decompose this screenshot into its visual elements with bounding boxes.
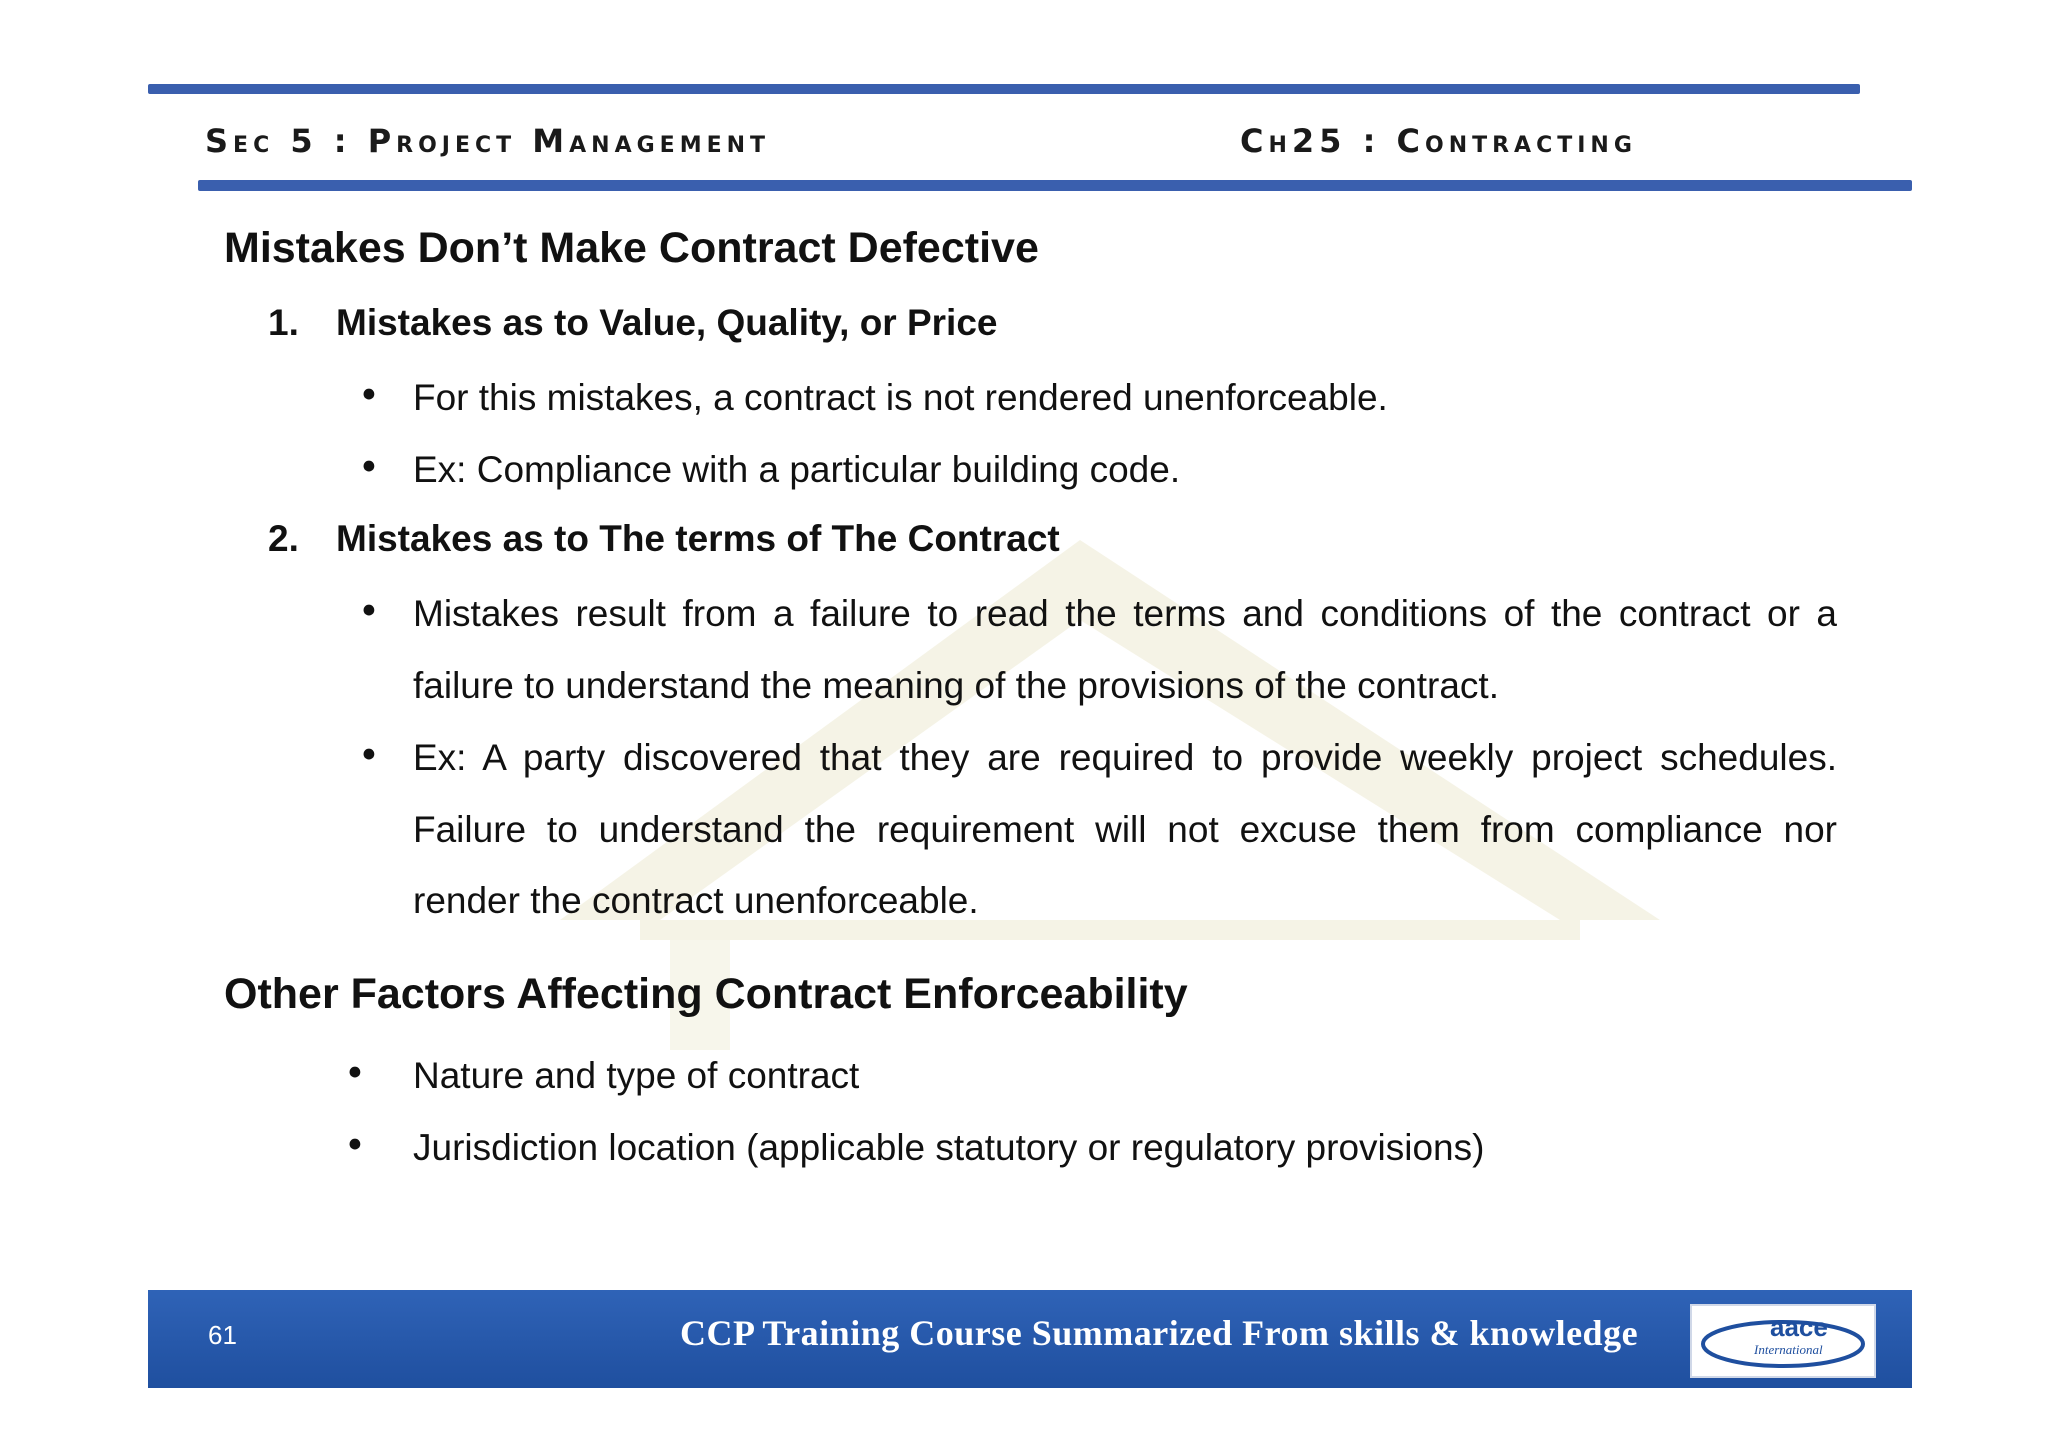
bullet-icon: •: [344, 1124, 366, 1167]
header-top-rule: [148, 84, 1860, 94]
bullet-icon: •: [344, 1052, 366, 1095]
bullet-icon: •: [358, 734, 380, 777]
list-item: Mistakes result from a failure to read the terms and conditions of the contract or a failure to understand the meaning of the provisions of the contract.: [413, 593, 1837, 706]
page-number: 61: [208, 1320, 237, 1350]
aace-logo: [1690, 1304, 1876, 1378]
footer-bar: [148, 1290, 1912, 1388]
numbered-item-1: [268, 302, 997, 344]
bullet-icon: •: [358, 590, 380, 633]
logo-subtext: International: [1754, 1342, 1823, 1357]
item-title: Mistakes as to The terms of The Contract: [336, 518, 1060, 559]
item-number: 1.: [268, 302, 299, 343]
list-item: Jurisdiction location (applicable statutory or regulatory provisions): [413, 1127, 1485, 1168]
bullet-icon: •: [358, 446, 380, 489]
list-item: Nature and type of contract: [413, 1055, 860, 1096]
list-item: Ex: Compliance with a particular building code.: [413, 449, 1181, 490]
logo-text: aace: [1770, 1312, 1828, 1342]
footer-title: CCP Training Course Summarized From skills & knowledge: [680, 1313, 1639, 1353]
item-title: Mistakes as to Value, Quality, or Price: [336, 302, 998, 343]
header-bottom-rule: [198, 180, 1912, 191]
list-item: Ex: A party discovered that they are required to provide weekly project schedules. Failure to understand the requirement will not excuse them from compliance nor render the contract unenforceable.: [413, 737, 1837, 921]
chapter-title: Ch25 : Contracting: [1240, 122, 1637, 160]
section-title: Sec 5 : Project Management: [205, 122, 771, 160]
item-number: 2.: [268, 518, 299, 559]
section2-heading: Other Factors Affecting Contract Enforceability: [224, 970, 1188, 1018]
numbered-item-2: [268, 518, 1060, 560]
list-item: For this mistakes, a contract is not rendered unenforceable.: [413, 377, 1388, 418]
bullet-icon: •: [358, 374, 380, 417]
section1-heading: Mistakes Don’t Make Contract Defective: [224, 224, 1039, 272]
